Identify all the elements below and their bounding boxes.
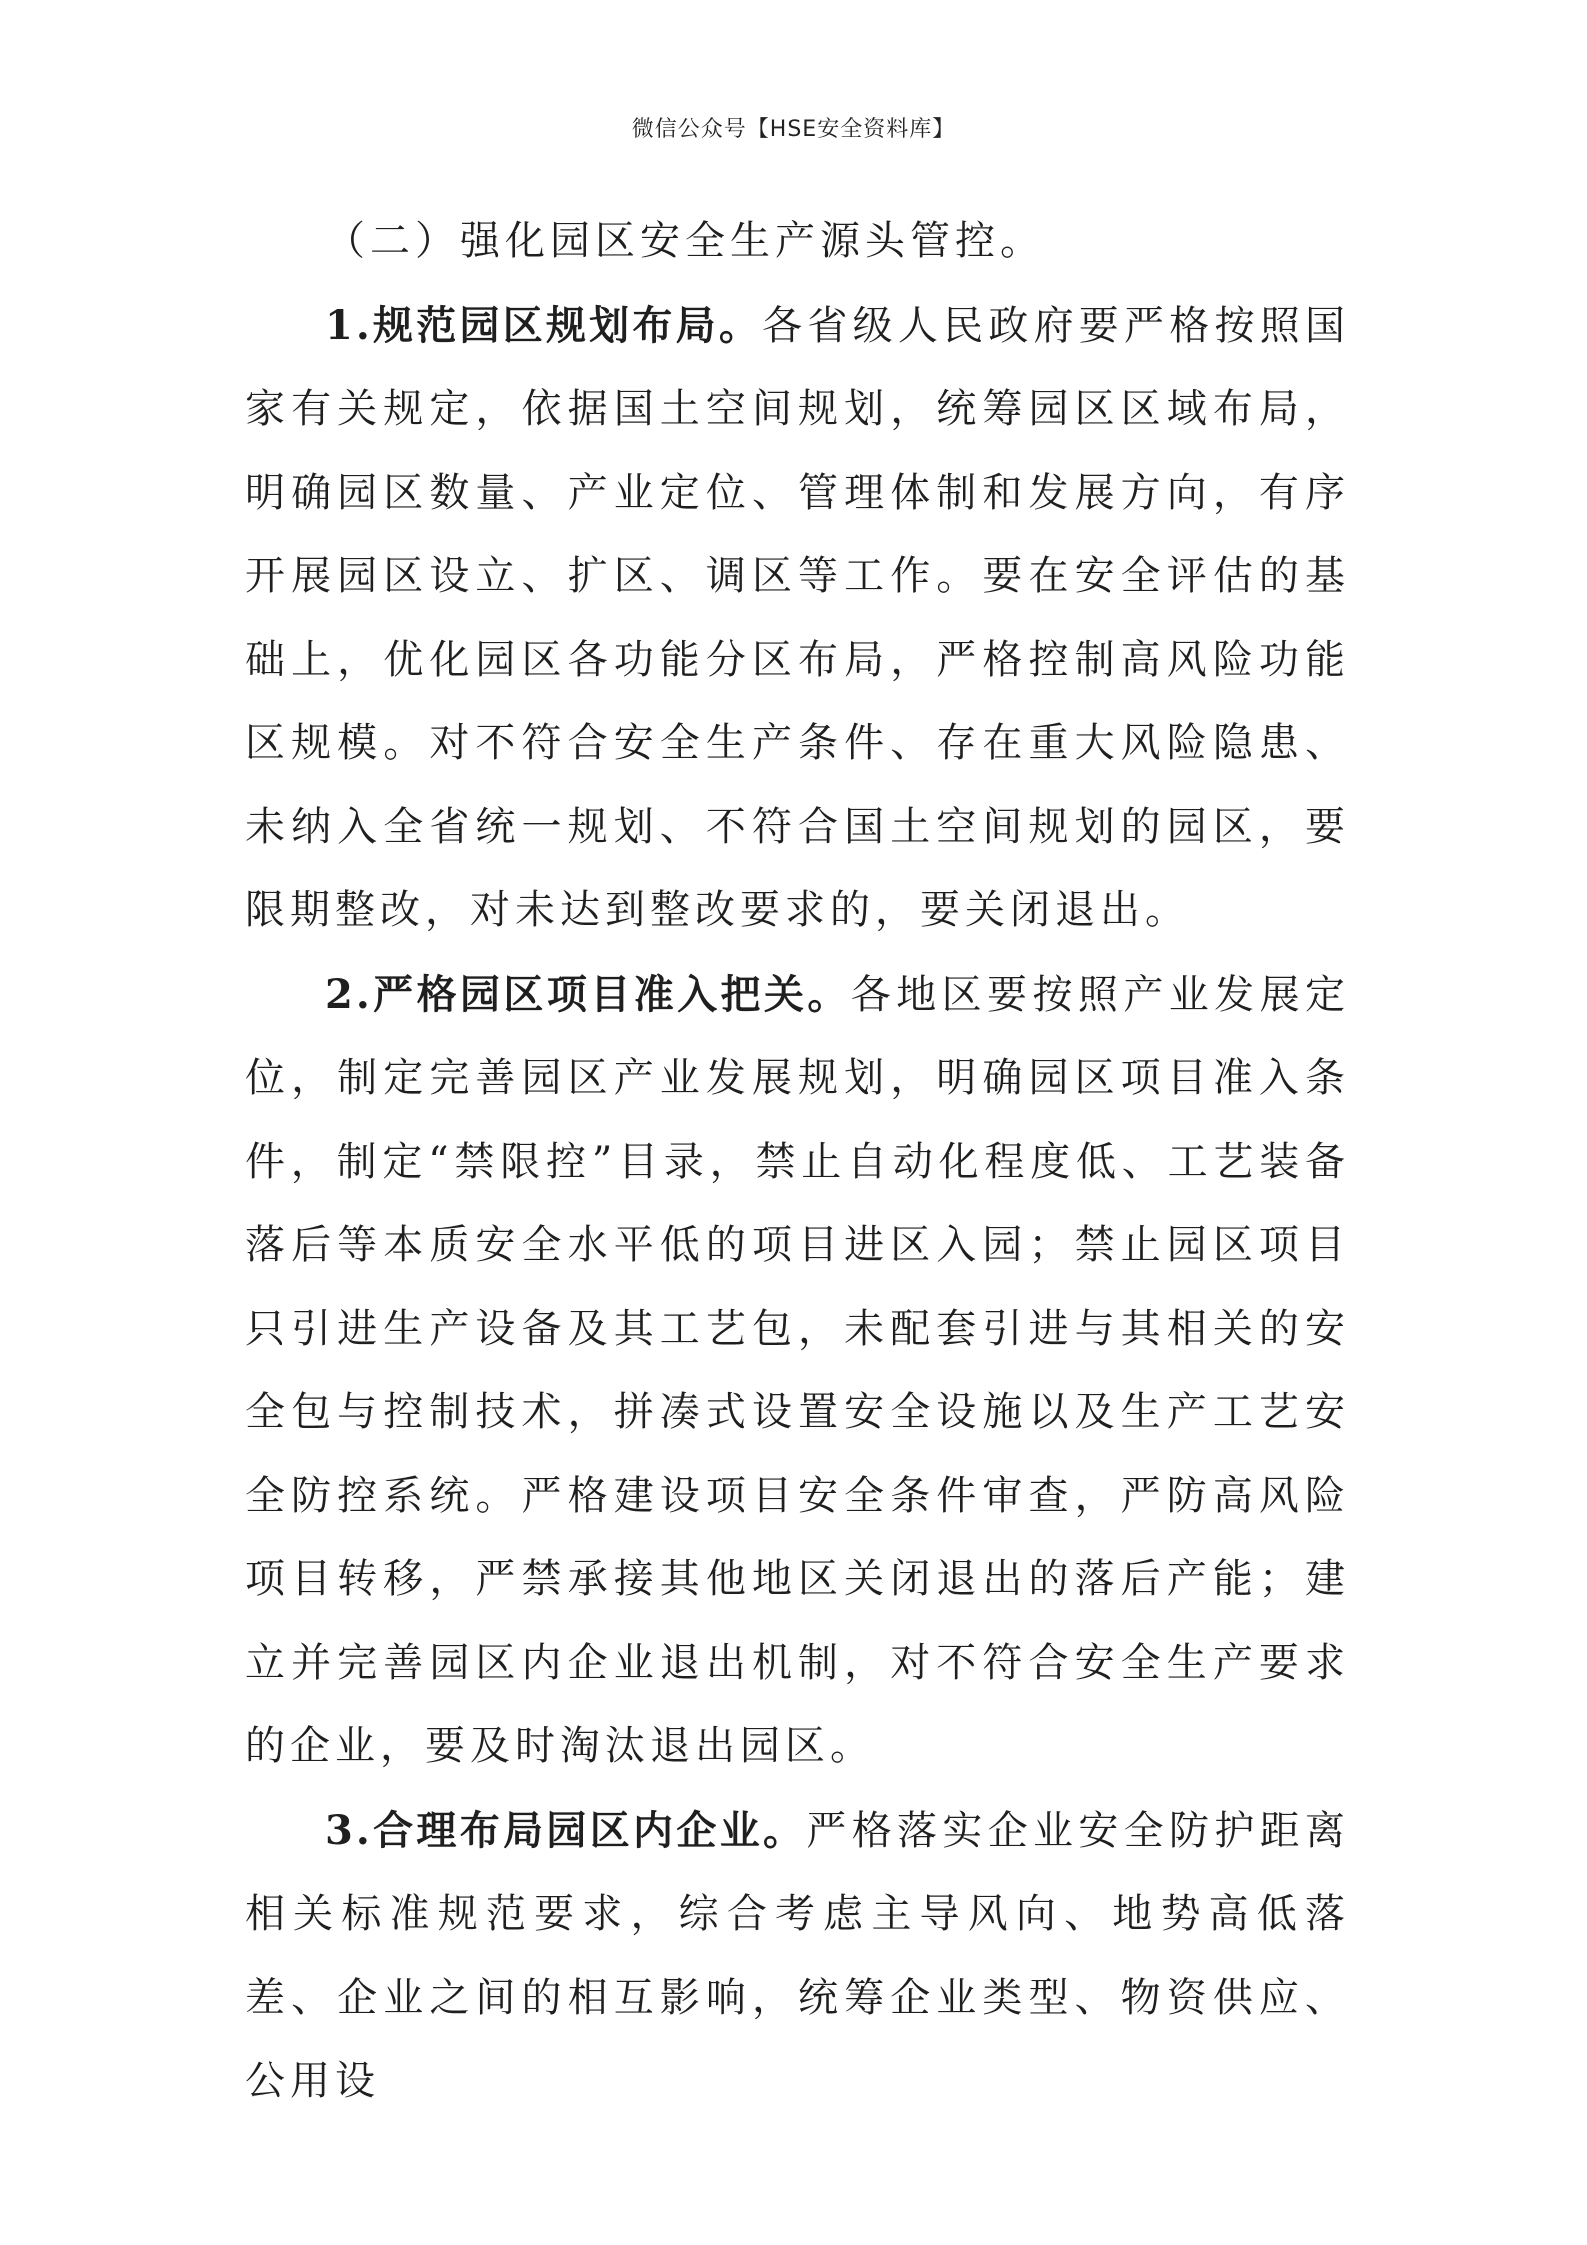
paragraph-2-body: 各地区要按照产业发展定位，制定完善园区产业发展规划，明确园区项目准入条件，制定“禁限控”目录，禁止自动化程度低、工艺装备落后等本质安全水平低的项目进区入园；禁止园区项目只引进生产设备及其工艺包，未配套引进与其相关的安全包与控制技术，拼凑式设置安全设施以及生产工艺安全防控系统。严格建设项目安全条件审查，严防高风险项目转移，严禁承接其他地区关闭退出的落后产能；建立并完善园区内企业退出机制，对不符合安全生产要求的企业，要及时淘汰退出园区。	[245, 971, 1350, 1769]
paragraph-2-lead: 2.严格园区项目准入把关。	[325, 970, 851, 1018]
paragraph-2	[245, 953, 1350, 1789]
document-body	[245, 200, 1350, 2124]
paragraph-3	[245, 1789, 1350, 2124]
page-header: 微信公众号【HSE安全资料库】	[631, 117, 956, 142]
paragraph-1	[245, 284, 1350, 953]
section-title: （二）强化园区安全生产源头管控。	[325, 218, 1045, 264]
paragraph-1-lead: 1.规范园区规划布局。	[325, 301, 763, 349]
paragraph-1-body: 各省级人民政府要严格按照国家有关规定，依据国土空间规划，统筹园区区域布局，明确园区数量、产业定位、管理体制和发展方向，有序开展园区设立、扩区、调区等工作。要在安全评估的基础上，优化园区各功能分区布局，严格控制高风险功能区规模。对不符合安全生产条件、存在重大风险隐患、未纳入全省统一规划、不符合国土空间规划的园区，要限期整改，对未达到整改要求的，要关闭退出。	[245, 302, 1350, 933]
paragraph-3-lead: 3.合理布局园区内企业。	[325, 1806, 807, 1854]
paragraph-3-body: 严格落实企业安全防护距离相关标准规范要求，综合考虑主导风向、地势高低落差、企业之间的相互影响，统筹企业类型、物资供应、公用设	[245, 1807, 1350, 2104]
